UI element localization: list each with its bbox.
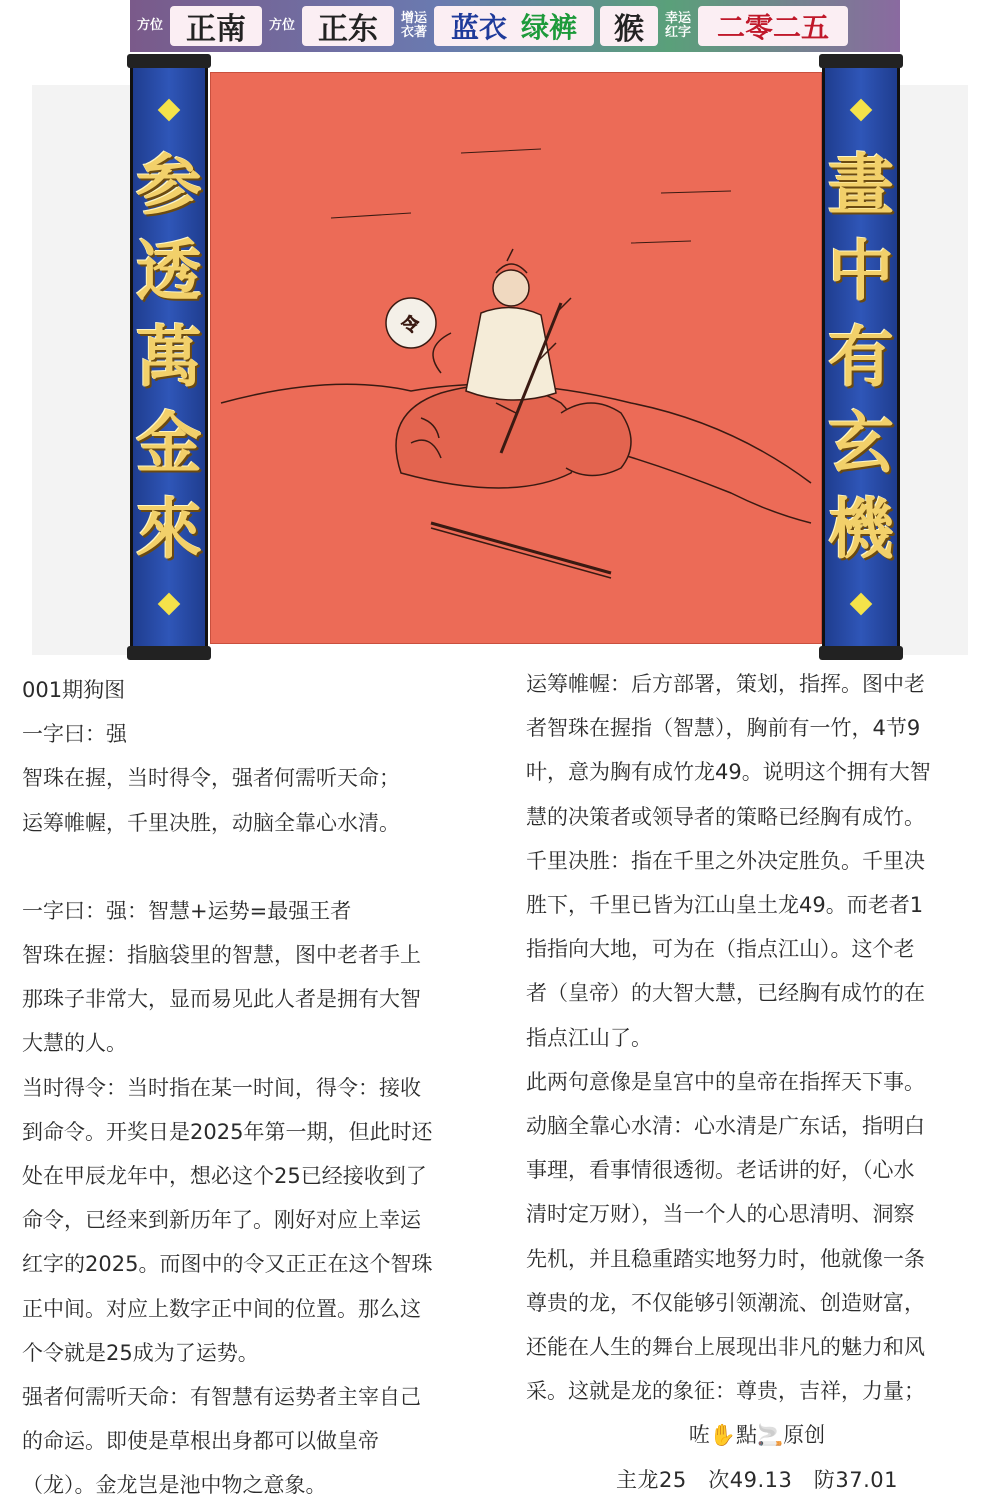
text-line: 清时定万财），当一个人的心思清明、洞察 <box>526 1202 915 1227</box>
text-line: 胜下，千里已皆为江山皇土龙49。而老者1 <box>526 893 924 918</box>
text-line: 的命运。即使是草根出身都可以做皇帝 <box>22 1429 379 1454</box>
diamond-ornament <box>158 593 181 616</box>
text-line: 运筹帷幄，千里决胜，动脑全靠心水清。 <box>22 810 400 835</box>
text-line: 事理，看事情很透彻。老话讲的好，（心水 <box>526 1158 915 1183</box>
couplet-char: 中 <box>828 232 894 310</box>
text-line: 慧的决策者或领导者的策略已经胸有成竹。 <box>526 804 925 829</box>
text-line: 千里决胜：指在千里之外决定胜负。千里决 <box>526 848 925 873</box>
couplet-char: 金 <box>136 404 202 482</box>
text-line: 红字的2025。而图中的令又正正在这个智珠 <box>22 1252 433 1277</box>
left-text-column <box>22 668 492 1508</box>
couplet-char: 透 <box>136 232 202 310</box>
top-info-strip <box>130 0 900 52</box>
wear-green: 绿裤 <box>521 11 578 44</box>
text-line: 还能在人生的舞台上展现出非凡的魅力和风 <box>526 1335 925 1360</box>
diamond-ornament <box>850 99 873 122</box>
text-line: 处在甲辰龙年中，想必这个25已经接收到了 <box>22 1164 427 1189</box>
diamond-ornament <box>850 593 873 616</box>
text-line: 先机，并且稳重踏实地努力时，他就像一条 <box>526 1246 925 1271</box>
left-couplet <box>133 142 205 572</box>
sage-illustration <box>211 73 821 643</box>
author-signature: 咗✋點🚬原创 <box>688 1423 826 1448</box>
text-line: 命令，已经来到新历年了。刚好对应上幸运 <box>22 1208 421 1233</box>
text-line: 大慧的人。 <box>22 1031 127 1056</box>
text-line: 当时得令：当时指在某一时间，得令：接收 <box>22 1075 421 1100</box>
text-line: （龙）。金龙岂是池中物之意象。 <box>22 1473 327 1498</box>
scroll-rod-right <box>822 62 900 652</box>
text-line: 智珠在握，当时得令，强者何需听天命； <box>22 766 400 791</box>
text-line: 动脑全靠心水清：心水清是广东话，指明白 <box>526 1114 925 1139</box>
direction-label-1: 方位 <box>136 18 163 33</box>
text-line: 指指向大地，可为在（指点江山）。这个老 <box>526 937 915 962</box>
couplet-char: 有 <box>828 318 894 396</box>
right-text-column <box>526 662 988 1502</box>
lucky-value: 二零二五 <box>698 6 848 46</box>
text-line: 采。这就是龙的象征：尊贵，吉祥，力量； <box>526 1379 925 1404</box>
text-line: 个令就是25成为了运势。 <box>22 1340 259 1365</box>
wear-label: 增运衣著 <box>400 11 427 40</box>
prediction-stats: 主龙25 次49.13 防37.01 <box>616 1467 898 1492</box>
zodiac-value: 猴 <box>600 6 658 46</box>
wear-value <box>434 6 594 46</box>
text-line: 那珠子非常大，显而易见此人者是拥有大智 <box>22 987 421 1012</box>
blank-line <box>22 845 492 889</box>
side-panel-left <box>32 85 132 655</box>
text-line: 运筹帷幄：后方部署，策划，指挥。图中老 <box>526 672 925 696</box>
couplet-char: 萬 <box>136 318 202 396</box>
text-line: 到命令。开奖日是2025年第一期，但此时还 <box>22 1119 433 1144</box>
couplet-char: 來 <box>136 490 202 568</box>
wear-blue: 蓝衣 <box>450 11 507 44</box>
text-line: 者智珠在握指（智慧），胸前有一竹，4节9 <box>526 716 921 741</box>
text-line: 者（皇帝）的大智大慧，已经胸有成竹的在 <box>526 981 925 1006</box>
couplet-char: 玄 <box>828 404 894 482</box>
text-line: 尊贵的龙，不仅能够引领潮流、创造财富， <box>526 1290 925 1315</box>
orb-character: 令 <box>401 315 419 336</box>
text-line: 叶，意为胸有成竹龙49。说明这个拥有大智 <box>526 760 931 785</box>
couplet-char: 畫 <box>828 146 894 224</box>
diamond-ornament <box>158 99 181 122</box>
text-line: 001期狗图 <box>22 678 126 702</box>
couplet-char: 機 <box>828 490 894 568</box>
text-line: 此两句意像是皇宫中的皇帝在指挥天下事。 <box>526 1069 925 1094</box>
direction-value-2: 正东 <box>302 6 394 46</box>
text-line: 一字曰：强：智慧+运势=最强王者 <box>22 898 352 923</box>
direction-label-2: 方位 <box>268 18 295 33</box>
text-line: 强者何需听天命：有智慧有运势者主宰自己 <box>22 1385 421 1410</box>
text-line: 正中间。对应上数字正中间的位置。那么这 <box>22 1296 421 1321</box>
text-line: 智珠在握：指脑袋里的智慧，图中老者手上 <box>22 943 421 968</box>
painting-canvas <box>210 72 822 644</box>
text-line: 一字曰：强 <box>22 722 127 747</box>
lucky-label: 幸运红字 <box>664 11 691 40</box>
scroll-rod-left <box>130 62 208 652</box>
direction-value-1: 正南 <box>170 6 262 46</box>
couplet-char: 参 <box>136 146 202 224</box>
side-panel-right <box>898 85 968 655</box>
scroll-painting <box>130 62 900 652</box>
right-couplet <box>825 142 897 572</box>
text-line: 指点江山了。 <box>526 1025 652 1050</box>
